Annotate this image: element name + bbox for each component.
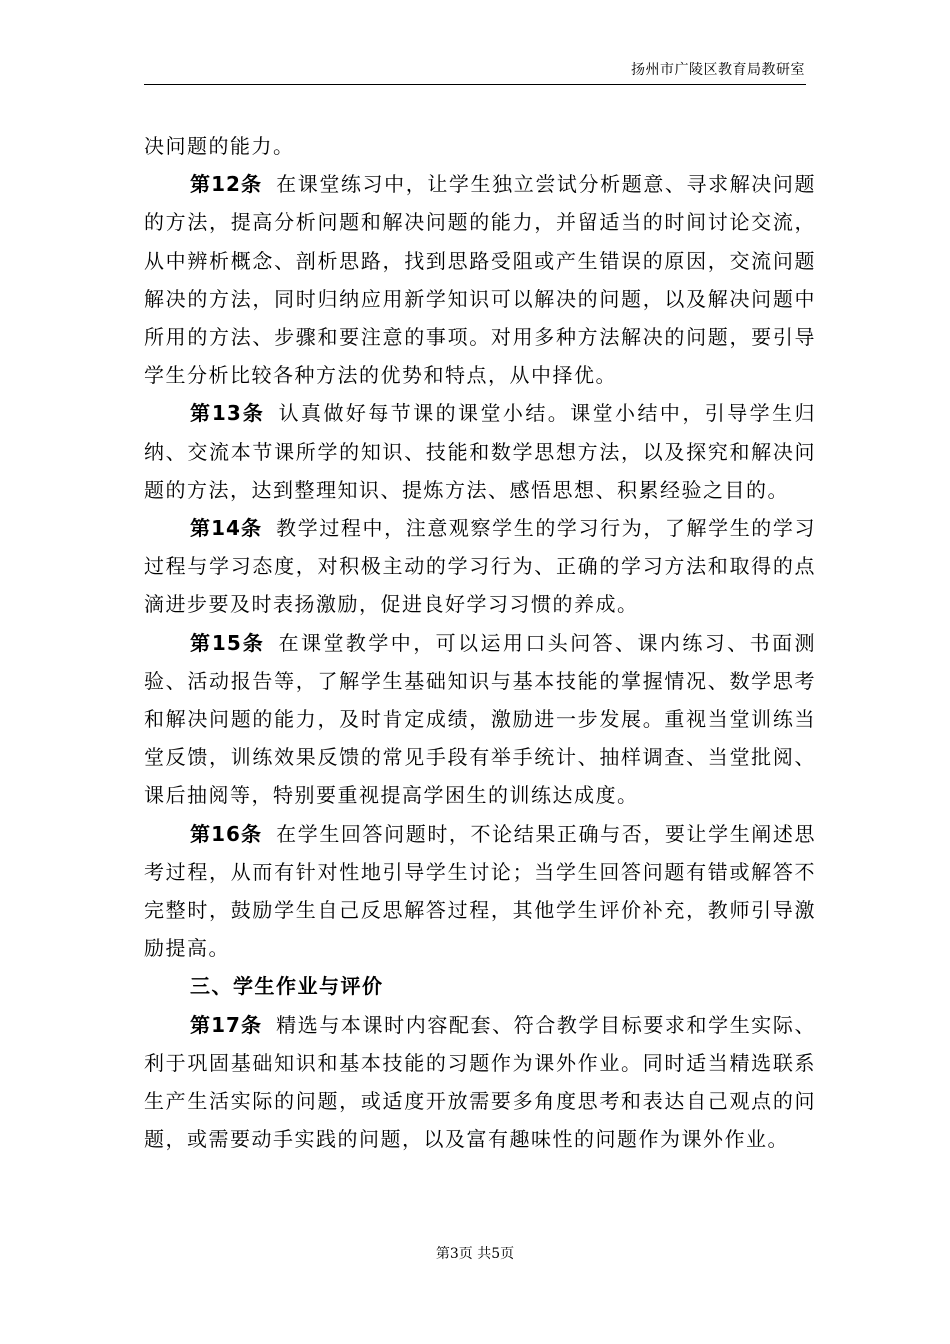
article-13 <box>144 394 816 509</box>
article-number: 第15条 <box>190 630 265 655</box>
header-organization: 扬州市广陵区教育局教研室 <box>631 62 805 78</box>
article-16 <box>144 815 816 968</box>
article-14 <box>144 509 816 624</box>
continued-paragraph: 决问题的能力。 <box>144 134 295 158</box>
header-rule <box>144 84 806 85</box>
article-17 <box>144 1006 816 1159</box>
article-number: 第12条 <box>190 172 263 197</box>
article-15 <box>144 624 816 815</box>
article-text: 教学过程中，注意观察学生的学习行为，了解学生的学习过程与学习态度，对积极主动的学习行为、正确的学习方法和取得的点滴进步要及时表扬激励，促进良好学习习惯的养成。 <box>144 516 817 617</box>
page-number: 第3页 共5页 <box>435 1246 515 1262</box>
article-text: 在课堂练习中，让学生独立尝试分析题意、寻求解决问题的方法，提高分析问题和解决问题的能力，并留适当的时间讨论交流，从中辨析概念、剖析思路，找到思路受阻或产生错误的原因，交流问题解决的方法，同时归纳应用新学知识可以解决的问题，以及解决问题中所用的方法、步骤和要注意的事项。对用多种方法解决的问题，要引导学生分析比较各种方法的优势和特点，从中择优。 <box>144 172 817 388</box>
article-text: 精选与本课时内容配套、符合教学目标要求和学生实际、利于巩固基础知识和基本技能的习题作为课外作业。同时适当精选联系生产生活实际的问题，或适度开放需要多角度思考和表达自己观点的问题，或需要动手实践的问题，以及富有趣味性的问题作为课外作业。 <box>144 1012 817 1152</box>
article-number: 第13条 <box>190 401 265 426</box>
section-heading: 三、学生作业与评价 <box>190 974 384 999</box>
article-text: 在课堂教学中，可以运用口头问答、课内练习、书面测验、活动报告等，了解学生基础知识与基本技能的掌握情况、数学思考和解决问题的能力，及时肯定成绩，激励进一步发展。重视当堂训练当堂反馈，训练效果反馈的常见手段有举手统计、抽样调查、当堂批阅、课后抽阅等，特别要重视提高学困生的训练达成度。 <box>144 630 816 808</box>
article-number: 第17条 <box>190 1012 263 1037</box>
page-body <box>144 127 816 1158</box>
article-number: 第16条 <box>190 821 263 846</box>
article-text: 认真做好每节课的课堂小结。课堂小结中，引导学生归纳、交流本节课所学的知识、技能和数学思想方法，以及探究和解决问题的方法，达到整理知识、提炼方法、感悟思想、积累经验之目的。 <box>144 401 816 502</box>
article-12 <box>144 165 816 394</box>
article-text: 在学生回答问题时，不论结果正确与否，要让学生阐述思考过程，从而有针对性地引导学生讨论；当学生回答问题有错或解答不完整时，鼓励学生自己反思解答过程，其他学生评价补充，教师引导激励提高。 <box>144 821 817 961</box>
article-number: 第14条 <box>190 516 263 541</box>
